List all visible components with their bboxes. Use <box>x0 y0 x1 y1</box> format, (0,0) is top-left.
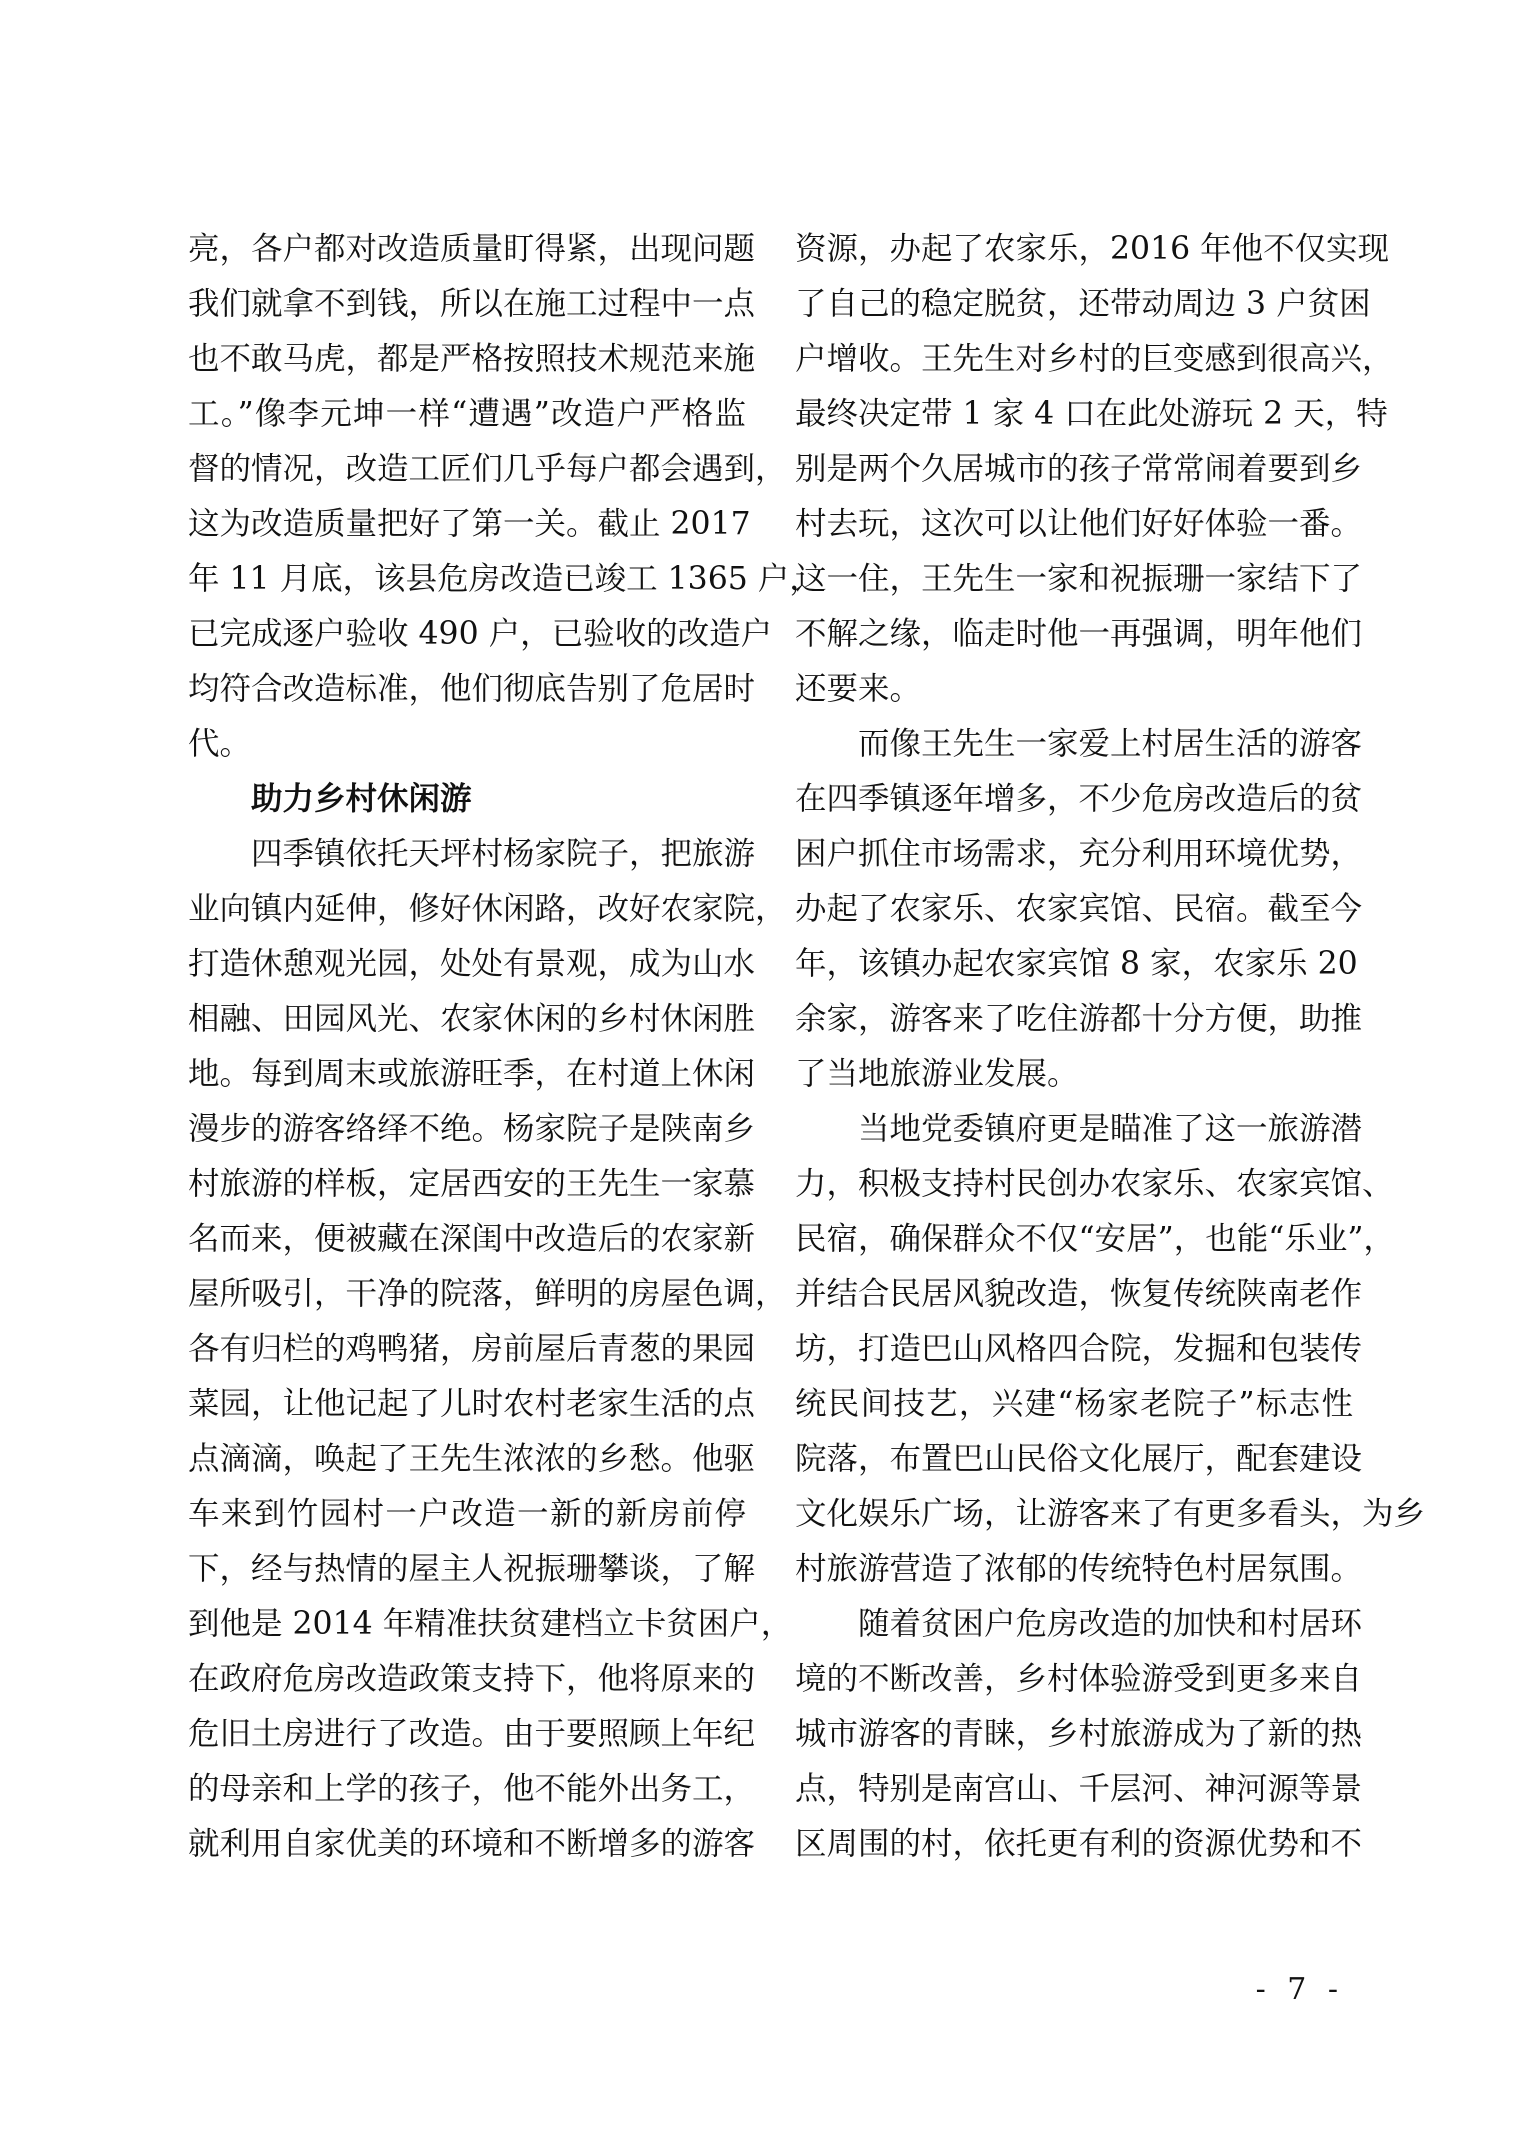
section-heading: 助力乡村休闲游 <box>251 781 472 817</box>
text-line: 资源，办起了农家乐，2016 年他不仅实现 <box>795 231 1390 267</box>
text-line: 点，特别是南宫山、千层河、神河源等景 <box>795 1771 1363 1807</box>
text-line: 当地党委镇府更是瞄准了这一旅游潜 <box>858 1111 1363 1147</box>
text-line: 亮，各户都对改造质量盯得紧，出现问题 <box>188 231 756 267</box>
text-line: 点滴滴，唤起了王先生浓浓的乡愁。他驱 <box>188 1441 756 1477</box>
text-line: 最终决定带 1 家 4 口在此处游玩 2 天，特 <box>795 396 1388 432</box>
text-line: 村旅游的样板，定居西安的王先生一家慕 <box>188 1166 756 1202</box>
left-text-column <box>188 222 821 1872</box>
text-line: 各有归栏的鸡鸭猪，房前屋后青葱的果园 <box>188 1331 756 1367</box>
text-line: 代。 <box>188 726 252 762</box>
text-line: 车来到竹园村一户改造一新的新房前停 <box>188 1496 746 1532</box>
text-line: 相融、田园风光、农家休闲的乡村休闲胜 <box>188 1001 756 1037</box>
text-line: 年，该镇办起农家宾馆 8 家，农家乐 20 <box>795 946 1358 982</box>
text-line: 危旧土房进行了改造。由于要照顾上年纪 <box>188 1716 756 1752</box>
text-line: 名而来，便被藏在深闺中改造后的农家新 <box>188 1221 756 1257</box>
text-line: 文化娱乐广场，让游客来了有更多看头，为乡 <box>795 1496 1426 1532</box>
text-line: 均符合改造标准，他们彻底告别了危居时 <box>188 671 756 707</box>
text-line: 督的情况，改造工匠们几乎每户都会遇到， <box>188 451 787 487</box>
text-line: 力，积极支持村民创办农家乐、农家宾馆、 <box>795 1166 1394 1202</box>
text-line: 我们就拿不到钱，所以在施工过程中一点 <box>188 286 756 322</box>
text-line: 不解之缘，临走时他一再强调，明年他们 <box>795 616 1363 652</box>
text-line: 下，经与热情的屋主人祝振珊攀谈，了解 <box>188 1551 756 1587</box>
text-line: 困户抓住市场需求，充分利用环境优势， <box>795 836 1363 872</box>
text-line: 了当地旅游业发展。 <box>795 1056 1079 1092</box>
text-line: 这一住，王先生一家和祝振珊一家结下了 <box>795 561 1363 597</box>
text-line: 民宿，确保群众不仅“安居”，也能“乐业”， <box>795 1221 1395 1257</box>
text-line: 已完成逐户验收 490 户，已验收的改造户 <box>188 616 773 652</box>
text-line: 并结合民居风貌改造，恢复传统陕南老作 <box>795 1276 1363 1312</box>
text-line: 别是两个久居城市的孩子常常闹着要到乡 <box>795 451 1363 487</box>
text-line: 了自己的稳定脱贫，还带动周边 3 户贫困 <box>795 286 1371 322</box>
text-line: 菜园，让他记起了儿时农村老家生活的点 <box>188 1386 756 1422</box>
text-line: 年 11 月底，该县危房改造已竣工 1365 户， <box>188 561 821 597</box>
text-line: 在四季镇逐年增多，不少危房改造后的贫 <box>795 781 1363 817</box>
text-line: 屋所吸引，干净的院落，鲜明的房屋色调， <box>188 1276 787 1312</box>
text-line: 四季镇依托天坪村杨家院子，把旅游 <box>251 836 756 872</box>
text-line: 业向镇内延伸，修好休闲路，改好农家院， <box>188 891 787 927</box>
text-line: 漫步的游客络绎不绝。杨家院子是陕南乡 <box>188 1111 756 1147</box>
text-line: 办起了农家乐、农家宾馆、民宿。截至今 <box>795 891 1363 927</box>
text-line: 到他是 2014 年精准扶贫建档立卡贫困户， <box>188 1606 793 1642</box>
text-line: 城市游客的青睐，乡村旅游成为了新的热 <box>795 1716 1363 1752</box>
text-line: 院落，布置巴山民俗文化展厅，配套建设 <box>795 1441 1363 1477</box>
text-line: 户增收。王先生对乡村的巨变感到很高兴， <box>795 341 1394 377</box>
text-line: 还要来。 <box>795 671 922 707</box>
text-line: 区周围的村，依托更有利的资源优势和不 <box>795 1826 1363 1862</box>
text-line: 的母亲和上学的孩子，他不能外出务工， <box>188 1771 756 1807</box>
right-text-column <box>795 222 1426 1872</box>
text-line: 而像王先生一家爱上村居生活的游客 <box>858 726 1363 762</box>
text-line: 村旅游营造了浓郁的传统特色村居氛围。 <box>795 1551 1363 1587</box>
text-line: 统民间技艺，兴建“杨家老院子”标志性 <box>795 1386 1353 1422</box>
text-line: 余家，游客来了吃住游都十分方便，助推 <box>795 1001 1363 1037</box>
text-line: 这为改造质量把好了第一关。截止 2017 <box>188 506 751 542</box>
text-line: 就利用自家优美的环境和不断增多的游客 <box>188 1826 756 1862</box>
text-line: 在政府危房改造政策支持下，他将原来的 <box>188 1661 756 1697</box>
text-line: 打造休憩观光园，处处有景观，成为山水 <box>188 946 756 982</box>
text-line: 随着贫困户危房改造的加快和村居环 <box>858 1606 1363 1642</box>
text-line: 境的不断改善，乡村体验游受到更多来自 <box>795 1661 1363 1697</box>
text-line: 坊，打造巴山风格四合院，发掘和包装传 <box>795 1331 1363 1367</box>
text-line: 工。”像李元坤一样“遭遇”改造户严格监 <box>188 396 746 432</box>
page-number: - 7 - <box>1255 1972 1344 2007</box>
text-line: 也不敢马虎，都是严格按照技术规范来施 <box>188 341 756 377</box>
text-line: 村去玩，这次可以让他们好好体验一番。 <box>795 506 1363 542</box>
text-line: 地。每到周末或旅游旺季，在村道上休闲 <box>188 1056 756 1092</box>
